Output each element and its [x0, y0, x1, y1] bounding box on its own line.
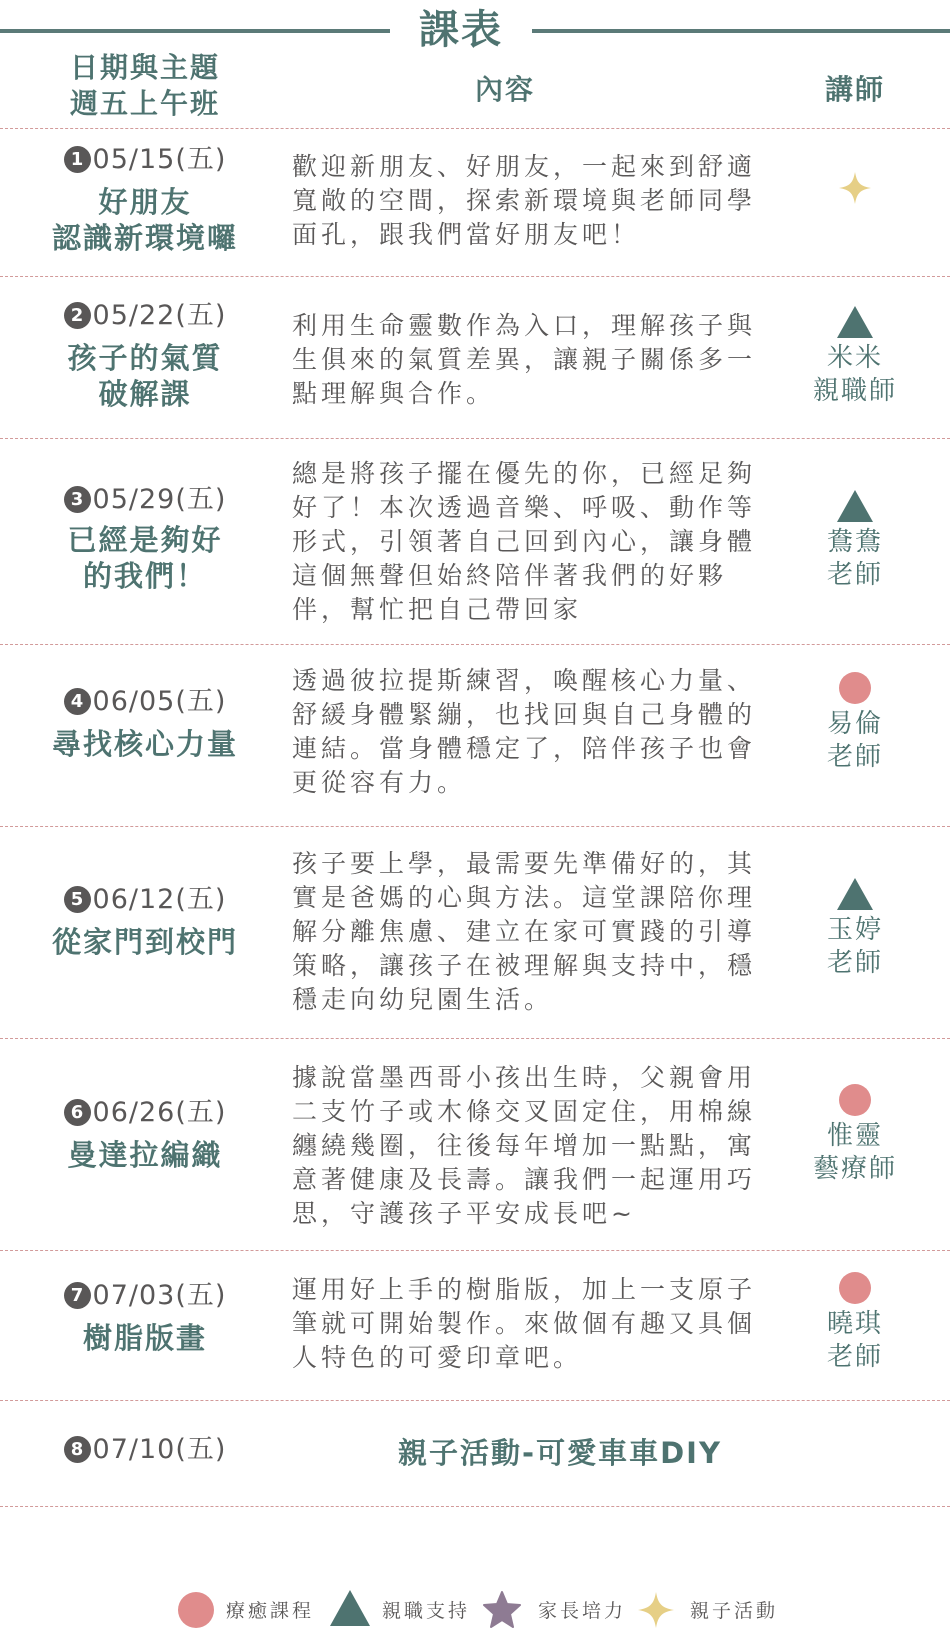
session-row: [0, 130, 950, 276]
session-date-text: 06/26(五): [92, 1097, 227, 1128]
divider: [0, 276, 950, 277]
session-date-topic: [30, 1278, 260, 1356]
title-rule-left: [0, 29, 390, 33]
divider: [0, 1400, 950, 1401]
divider: [0, 1506, 950, 1507]
session-topic: 曼達拉編織: [67, 1138, 223, 1172]
divider: [0, 1038, 950, 1039]
circle-icon: [839, 1272, 871, 1304]
session-date-topic: [30, 298, 260, 412]
session-content: 透過彼拉提斯練習，喚醒核心力量、舒緩身體緊繃，也找回與自己身體的連結。當身體穩定了，陪伴孩子也會更從容有力。: [292, 666, 757, 797]
session-date-topic: [30, 684, 260, 762]
session-teacher: [800, 490, 910, 592]
session-date: [30, 482, 260, 518]
session-date-text: 05/29(五): [92, 484, 227, 515]
session-teacher: [800, 672, 910, 774]
session-topic-line2: 認識新環境囉: [51, 221, 238, 255]
session-content: 總是將孩子擺在優先的你，已經足夠好了！本次透過音樂、呼吸、動作等形式，引領著自己回到內心，讓身體這個無聲但始終陪伴著我們的好夥伴，幫忙把自己帶回家: [292, 459, 757, 624]
session-teacher: [800, 306, 910, 408]
header-date-line2: 週五上午班: [69, 87, 220, 120]
session-date: [30, 142, 260, 178]
session-date-topic: [30, 1095, 260, 1173]
session-date-text: 07/03(五): [92, 1280, 227, 1311]
session-content: 據說當墨西哥小孩出生時，父親會用二支竹子或木條交叉固定住，用棉線纏繞幾圈，往後每年增加一點點，寓意著健康及長壽。讓我們一起運用巧思，守護孩子平安成長吧~: [292, 1063, 757, 1228]
session-date: [30, 1432, 260, 1468]
session-teacher: [800, 170, 910, 210]
session-number: 3: [64, 486, 91, 513]
session-number: 4: [64, 688, 91, 715]
triangle-icon: [330, 1590, 370, 1626]
session-row: [0, 828, 950, 1038]
session-number: 7: [64, 1282, 91, 1309]
teacher-name: 易倫: [826, 709, 883, 739]
teacher-name: 曉琪: [826, 1309, 883, 1339]
session-date-text: 06/05(五): [92, 686, 227, 717]
session-date: [30, 298, 260, 334]
divider: [0, 644, 950, 645]
activity-row: [0, 1402, 950, 1506]
teacher-title: 老師: [826, 948, 883, 978]
session-topic: 已經是夠好: [67, 523, 223, 557]
session-number: 6: [64, 1099, 91, 1126]
title-rule-right: [532, 29, 950, 33]
circle-icon: [178, 1592, 214, 1628]
session-teacher: [800, 878, 910, 980]
circle-icon: [839, 672, 871, 704]
teacher-title: 老師: [826, 1342, 883, 1372]
divider: [0, 438, 950, 439]
session-date: [30, 1278, 260, 1314]
session-row: [0, 1252, 950, 1400]
triangle-icon: [837, 490, 873, 522]
sparkle-icon: [636, 1590, 676, 1630]
session-content: 運用好上手的樹脂版，加上一支原子筆就可開始製作。來做個有趣又具個人特色的可愛印章吧。: [292, 1275, 757, 1372]
divider: [0, 1250, 950, 1251]
session-number: 5: [64, 886, 91, 913]
session-date: [30, 882, 260, 918]
teacher-name: 玉婷: [826, 915, 883, 945]
divider: [0, 826, 950, 827]
session-row: [0, 440, 950, 644]
session-date: [30, 684, 260, 720]
session-number: 8: [64, 1436, 91, 1463]
legend: [0, 1590, 950, 1639]
teacher-name: 惟靈: [826, 1121, 883, 1151]
teacher-title: 藝療師: [812, 1154, 897, 1184]
session-content: 孩子要上學，最需要先準備好的，其實是爸媽的心與方法。這堂課陪你理解分離焦慮、建立在家可實踐的引導策略，讓孩子在被理解與支持中，穩穩走向幼兒園生活。: [292, 849, 757, 1014]
session-date-topic: [30, 1432, 260, 1468]
session-date-text: 05/22(五): [92, 300, 227, 331]
triangle-icon: [837, 878, 873, 910]
legend-label: 親子活動: [690, 1600, 779, 1622]
legend-label: 療癒課程: [226, 1600, 315, 1622]
triangle-icon: [837, 306, 873, 338]
session-teacher: [800, 1084, 910, 1186]
session-teacher: [800, 1272, 910, 1374]
header-content: 內容: [474, 73, 535, 106]
session-topic: 好朋友: [98, 185, 192, 219]
session-date-topic: [30, 882, 260, 960]
session-date: [30, 1095, 260, 1131]
session-number: 2: [64, 302, 91, 329]
session-topic-line2: 破解課: [98, 377, 192, 411]
teacher-name: 鴦鴦: [826, 527, 883, 557]
session-content: 歡迎新朋友、好朋友，一起來到舒適寬敞的空間，探索新環境與老師同學面孔，跟我們當好朋友吧！: [292, 152, 757, 249]
session-topic: 尋找核心力量: [51, 727, 238, 761]
session-row: [0, 278, 950, 438]
legend-label: 家長培力: [538, 1600, 627, 1622]
divider: [0, 128, 950, 129]
teacher-title: 親職師: [812, 376, 897, 406]
session-topic: 樹脂版畫: [82, 1321, 207, 1355]
table-header: [0, 45, 950, 130]
sparkle-icon: [837, 170, 873, 206]
header-teacher: 講師: [824, 73, 885, 106]
header-date-line1: 日期與主題: [69, 51, 220, 84]
page-title: 課表: [419, 7, 503, 53]
legend-label: 親職支持: [382, 1600, 471, 1622]
session-topic-line2: 的我們！: [82, 559, 207, 593]
teacher-name: 米米: [826, 343, 883, 373]
teacher-title: 老師: [826, 560, 883, 590]
session-date-text: 06/12(五): [92, 884, 227, 915]
activity-title: 親子活動-可愛車車DIY: [398, 1436, 722, 1470]
star-icon: [482, 1590, 522, 1630]
circle-icon: [839, 1084, 871, 1116]
session-date-text: 07/10(五): [92, 1434, 227, 1465]
session-date-topic: [30, 142, 260, 256]
session-topic: 從家門到校門: [51, 925, 238, 959]
header-date-topic: [30, 50, 260, 122]
session-content: 利用生命靈數作為入口，理解孩子與生俱來的氣質差異，讓親子關係多一點理解與合作。: [292, 311, 757, 408]
session-row: [0, 1040, 950, 1250]
teacher-title: 老師: [826, 742, 883, 772]
session-row: [0, 646, 950, 826]
session-topic: 孩子的氣質: [67, 341, 223, 375]
session-date-topic: [30, 482, 260, 594]
session-number: 1: [64, 146, 91, 173]
session-date-text: 05/15(五): [92, 144, 227, 175]
